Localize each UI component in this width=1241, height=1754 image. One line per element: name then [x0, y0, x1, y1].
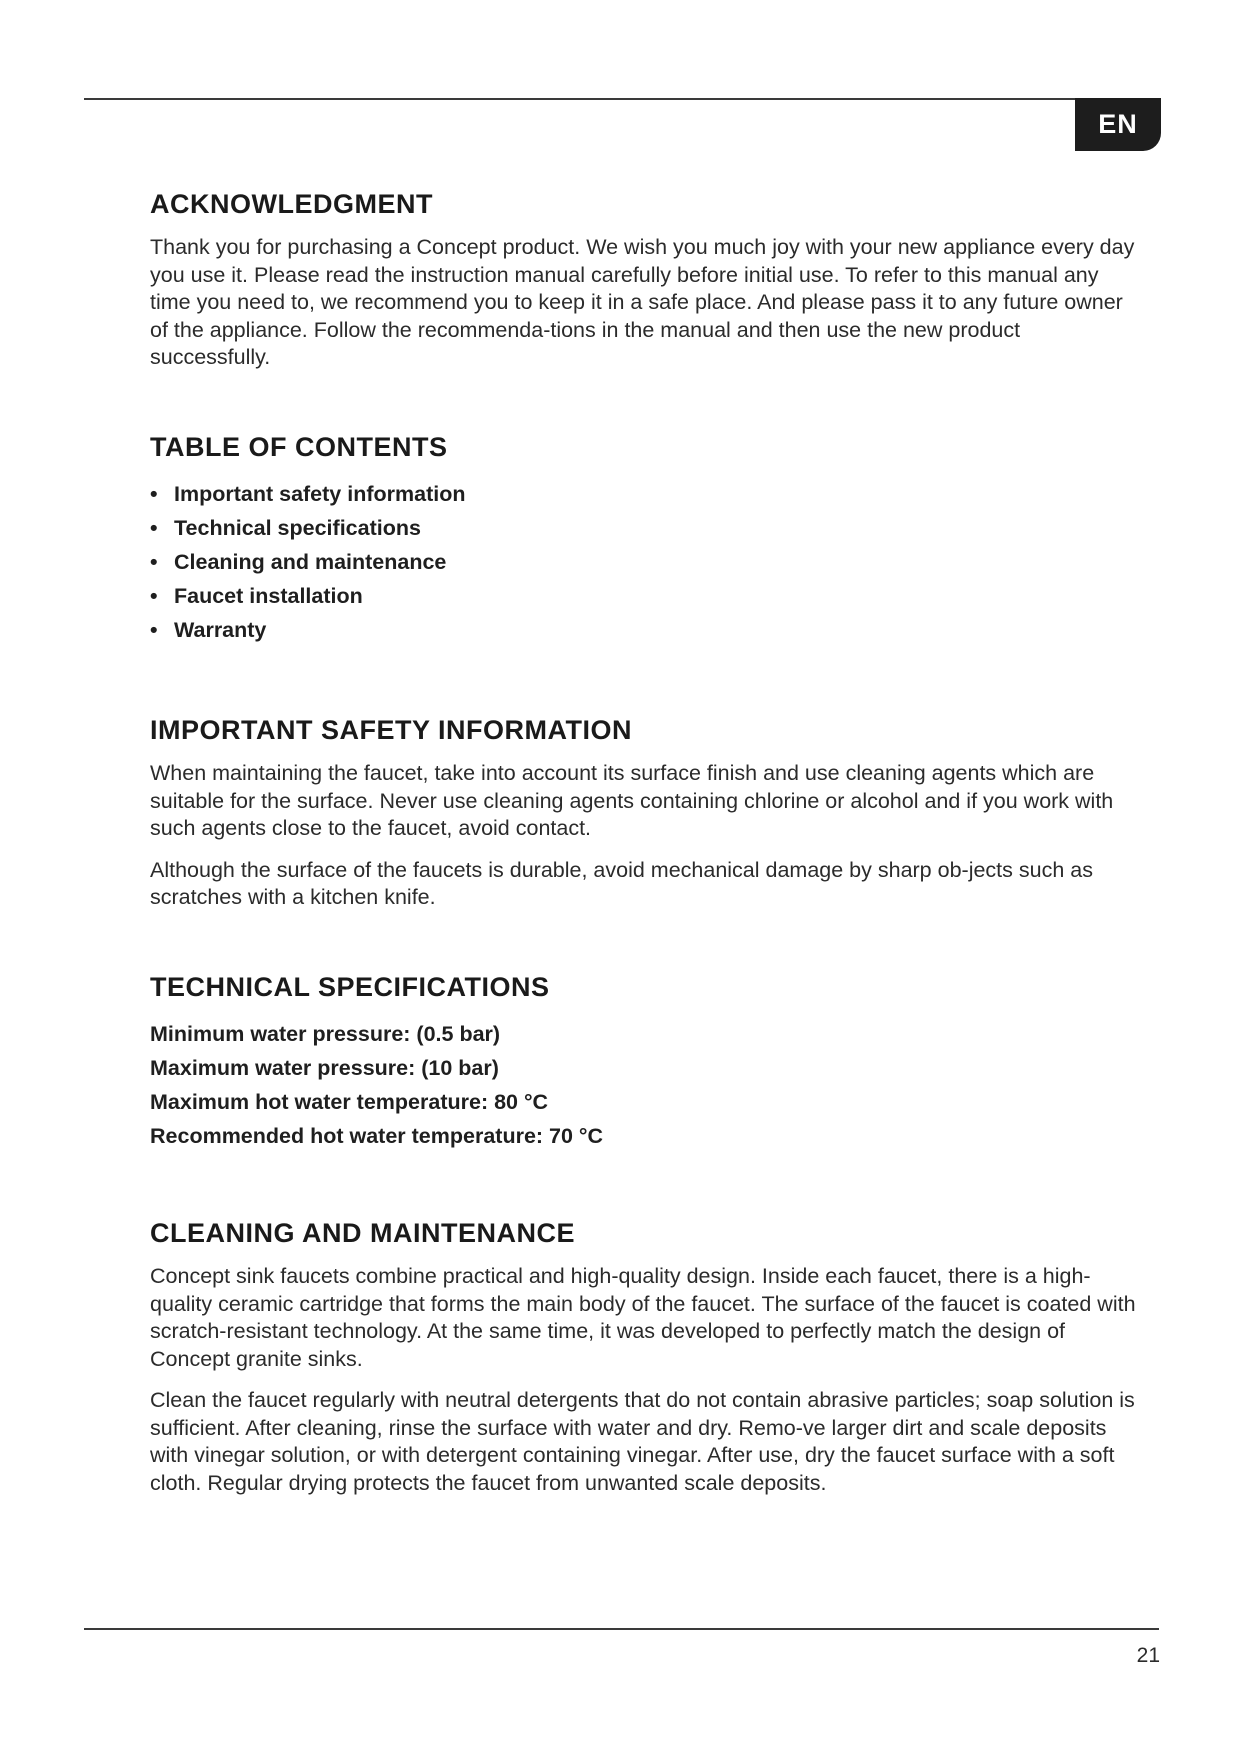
cleaning-paragraph: Concept sink faucets combine practical and high-quality design. Inside each faucet, there is a high-quality ceramic cartridge that forms the main body of the faucet. The surface of the faucet is coated with scratch-resistant technology. At the same time, it was developed to perfectly match the design of Concept granite sinks.: [150, 1264, 1136, 1371]
specs-section: [150, 972, 1140, 1153]
toc-list: [150, 477, 1140, 647]
toc-item: • Important safety information: [150, 477, 1140, 511]
toc-item: • Technical specifications: [150, 511, 1140, 545]
footer-rule: [84, 1628, 1159, 1630]
toc-item: • Faucet installation: [150, 579, 1140, 613]
specs-heading: TECHNICAL SPECIFICATIONS: [150, 972, 550, 1002]
cleaning-paragraph: Clean the faucet regularly with neutral detergents that do not contain abrasive particles; soap solution is sufficient. After cleaning, rinse the surface with water and dry. Remo-ve larger dirt and scale deposits with vinegar solution, or with detergent containing vinegar. After use, dry the faucet surface with a soft cloth. Regular drying protects the faucet from unwanted scale deposits.: [150, 1388, 1135, 1495]
spec-item: Maximum hot water temperature: 80 °C: [150, 1090, 549, 1114]
acknowledgment-heading: ACKNOWLEDGMENT: [150, 189, 433, 219]
cleaning-heading: CLEANING AND MAINTENANCE: [150, 1218, 575, 1248]
toc-heading: TABLE OF CONTENTS: [150, 432, 448, 462]
safety-paragraph: When maintaining the faucet, take into account its surface finish and use cleaning agents which are suitable for the surface. Never use cleaning agents containing chlorine or alcohol and if you work with such agents close to the faucet, avoid contact.: [150, 761, 1114, 840]
safety-section: [150, 715, 1140, 912]
toc-item: • Warranty: [150, 613, 1140, 647]
page-number: 21: [1136, 1644, 1160, 1667]
acknowledgment-section: [150, 189, 1140, 372]
specs-list: [150, 1017, 1140, 1153]
bullet: •: [150, 618, 158, 642]
safety-heading: IMPORTANT SAFETY INFORMATION: [150, 715, 632, 745]
acknowledgment-text: Thank you for purchasing a Concept product. We wish you much joy with your new appliance every day you use it. Please read the instruction manual carefully before initial use. To refer to this manual any time you need to, we recommend you to keep it in a safe place. And please pass it to any future owner of the appliance. Follow the recommenda-tions in the manual and then use the new product successfully.: [150, 235, 1135, 369]
header-rule: [84, 98, 1159, 100]
spec-item: Recommended hot water temperature: 70 °C: [150, 1124, 604, 1148]
cleaning-section: [150, 1218, 1140, 1497]
bullet: •: [150, 482, 158, 506]
bullet: •: [150, 550, 158, 574]
language-tab: EN: [1075, 98, 1161, 151]
spec-item: Maximum water pressure: (10 bar): [150, 1056, 499, 1080]
bullet: •: [150, 516, 158, 540]
spec-item: Minimum water pressure: (0.5 bar): [150, 1022, 501, 1046]
bullet: •: [150, 584, 158, 608]
safety-paragraph: Although the surface of the faucets is durable, avoid mechanical damage by sharp ob-jects such as scratches with a kitchen knife.: [150, 857, 1093, 909]
toc-section: [150, 432, 1140, 647]
toc-item: • Cleaning and maintenance: [150, 545, 1140, 579]
